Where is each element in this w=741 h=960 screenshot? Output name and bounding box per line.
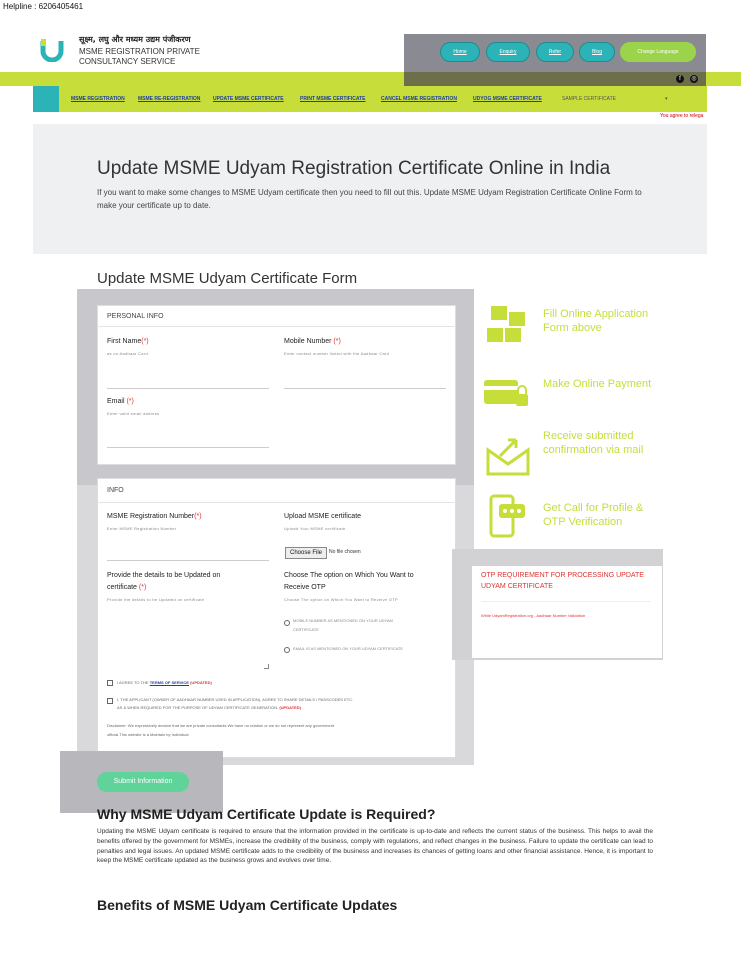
- otp-requirement-body: While UdyamRegistration.org - Aadhaar Number Validation: [481, 613, 586, 618]
- personal-info-card: [97, 305, 456, 465]
- disclaimer-line2: official.This website is a Maintain by Individual: [107, 732, 189, 737]
- no-file-text: No file chosen: [329, 549, 361, 555]
- terms-text: I AGREE TO THE TERMS OF SERVICE (UPDATED): [117, 680, 212, 685]
- consent-text-line1: I, THE APPLICANT (OWNER OF AADHAAR NUMBER USED IN APPLICATION), AGREE TO SHARE DETAILS / PASSCODES ETC.: [117, 697, 354, 702]
- divider: [481, 601, 651, 602]
- otp-mobile-label-line2: CERTIFICATE: [293, 627, 319, 632]
- nav-home[interactable]: Home: [440, 42, 480, 62]
- upload-hint: Upload Your MSME certificate: [284, 526, 346, 531]
- choose-file-button[interactable]: Choose File: [285, 547, 327, 559]
- otp-email-label: EMAIL IS AS MENTIONED ON YOUR UDYAM CERTIFICATE: [293, 646, 404, 651]
- divider: [97, 502, 456, 503]
- otp-option-hint: Choose The option on Which You Want to Receive OTP: [284, 597, 398, 602]
- nav-refer[interactable]: Refer: [536, 42, 574, 62]
- first-name-label: First Name(*): [107, 338, 149, 345]
- boxes-icon: [485, 304, 531, 346]
- step-fill-form-text: Fill Online Application Form above: [543, 308, 649, 334]
- otp-option-label-line1: Choose The option on Which You Want to: [284, 572, 414, 579]
- details-label-line2: certificate (*): [107, 584, 147, 591]
- nav-blog[interactable]: Blog: [579, 42, 615, 62]
- mobile-label: Mobile Number (*): [284, 338, 341, 345]
- ticker-text: You agree to relega: [660, 113, 704, 119]
- info-heading: INFO: [107, 487, 124, 494]
- menu-dropdown-icon[interactable]: ▾: [665, 96, 668, 102]
- terms-checkbox[interactable]: [107, 680, 113, 686]
- form-title: Update MSME Udyam Certificate Form: [97, 270, 358, 287]
- hero-title: Update MSME Udyam Registration Certificate Online in India: [97, 158, 611, 179]
- first-name-hint: as on Aadhaar Card: [107, 351, 148, 356]
- menu-udyog-msme-certificate[interactable]: UDYOG MSME CERTIFICATE: [473, 96, 542, 102]
- disclaimer-line1: Disclaimer: We expressively declare that we are private consultants.We have no relation or we do not represent any government: [107, 723, 335, 728]
- why-paragraph: Updating the MSME Udyam certificate is required to ensure that the information provided in the certificate is up-to-date and reflects the current status of the business. This helps to avail the benefits offered by the government for MSMEs, increase the credibility of the business, comply with regulations, and reflect changes in the business. Failure to update the certificate can lead to penalties and legal issues. An updated MSME certificate adds to the credibility of the business and increases its chances of getting loans and other financial assistance. Hence, it is important to keep the MSME certificate updated as the business grows and evolves over time.: [97, 828, 653, 865]
- otp-requirement-heading: OTP REQUIREMENT FOR PROCESSING UPDATE UDYAM CERTIFICATE: [481, 572, 644, 590]
- consent-text-line2: AS & WHEN REQUIRED FOR THE PURPOSE OF UDYAM CERTIFICATE GENERATION. (UPDATED): [117, 705, 302, 710]
- change-language-button[interactable]: Change Language: [620, 42, 696, 62]
- first-name-input[interactable]: [107, 388, 269, 389]
- details-textarea-resize-handle[interactable]: [264, 664, 269, 669]
- brand-line-2: CONSULTANCY SERVICE: [79, 57, 176, 66]
- menu-sample-certificate[interactable]: SAMPLE CERTIFICATE: [562, 96, 616, 102]
- why-heading: Why MSME Udyam Certificate Update is Required?: [97, 806, 436, 822]
- brand-line-1: MSME REGISTRATION PRIVATE: [79, 47, 200, 56]
- details-hint: Provide the details to be Updated on certificate: [107, 597, 205, 602]
- helpline-bar-shade: [404, 72, 706, 86]
- hero-subtitle: If you want to make some changes to MSME Udyam certificate then you need to fill out this. Update MSME Udyam Registration Certificate Online Form to make your certificate up to date.: [97, 188, 642, 210]
- otp-mobile-label-line1: MOBILE NUMBER AS MENTIONED ON YOUR UDYAM: [293, 618, 393, 623]
- menu-cancel-msme-registration[interactable]: CANCEL MSME REGISTRATION: [381, 96, 457, 102]
- details-label-line1: Provide the details to be Updated on: [107, 572, 221, 579]
- otp-option-label-line2: Receive OTP: [284, 584, 326, 591]
- payment-card-icon: [482, 374, 534, 412]
- email-label: Email (*): [107, 398, 134, 405]
- site-logo[interactable]: [40, 38, 64, 62]
- info-card: [97, 478, 456, 758]
- helpline-text[interactable]: Helpline : 6206405461: [3, 2, 84, 11]
- submit-button[interactable]: Submit Information: [97, 772, 189, 792]
- instagram-icon[interactable]: ◎: [691, 76, 697, 82]
- consent-checkbox[interactable]: [107, 698, 113, 704]
- divider: [97, 326, 456, 327]
- benefits-heading: Benefits of MSME Udyam Certificate Updates: [97, 897, 398, 913]
- terms-of-service-link[interactable]: TERMS OF SERVICE: [149, 680, 189, 685]
- phone-call-icon: [487, 494, 527, 540]
- nav-enquiry[interactable]: Enquiry: [486, 42, 530, 62]
- menu-msme-registration[interactable]: MSME REGISTRATION: [71, 96, 125, 102]
- upload-label: Upload MSME certificate: [284, 513, 362, 520]
- mobile-hint: Enter contact number linked with the Aadhaar Card: [284, 351, 390, 356]
- mobile-input[interactable]: [284, 388, 446, 389]
- menu-update-msme-certificate[interactable]: UPDATE MSME CERTIFICATE: [213, 96, 284, 102]
- personal-info-heading: PERSONAL INFO: [107, 313, 164, 320]
- brand-hindi: सूक्ष्म, लघु और मध्यम उद्यम पंजीकरण: [79, 35, 191, 44]
- facebook-icon[interactable]: f: [676, 75, 684, 83]
- menu-msme-re-registration[interactable]: MSME RE-REGISTRATION: [138, 96, 201, 102]
- registration-number-input[interactable]: [107, 560, 269, 561]
- registration-number-hint: Enter MSME Registration Number: [107, 526, 177, 531]
- otp-email-radio[interactable]: [284, 647, 290, 653]
- main-menu-accent: [33, 86, 59, 112]
- step-call-text: Get Call for Profile & OTP Verification: [543, 502, 644, 528]
- mail-icon: [486, 434, 530, 476]
- step-confirmation-text: Receive submitted confirmation via mail: [543, 430, 644, 456]
- step-payment-text: Make Online Payment: [543, 378, 652, 390]
- email-hint: Enter valid email address: [107, 411, 160, 416]
- otp-mobile-radio[interactable]: [284, 620, 290, 626]
- menu-print-msme-certificate[interactable]: PRINT MSME CERTIFICATE: [300, 96, 366, 102]
- email-input[interactable]: [107, 447, 269, 448]
- registration-number-label: MSME Registration Number(*): [107, 513, 202, 520]
